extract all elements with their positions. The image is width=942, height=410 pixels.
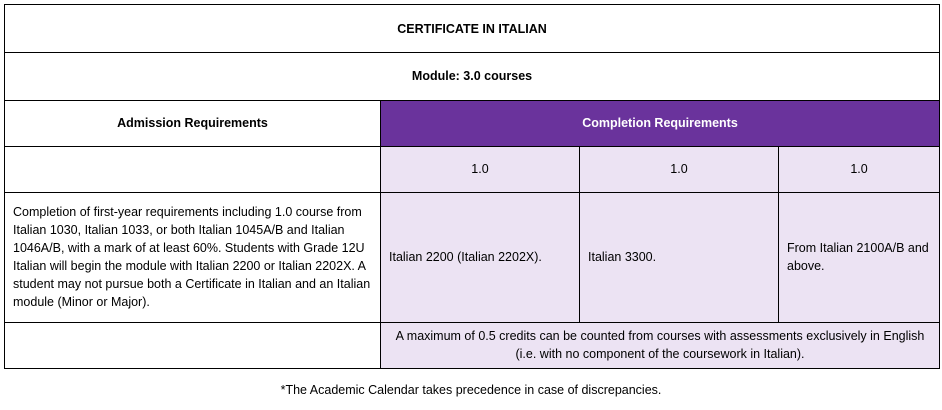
credit-cell-1: 1.0 (381, 146, 580, 192)
admission-header: Admission Requirements (5, 100, 381, 146)
english-credit-note: A maximum of 0.5 credits can be counted from courses with assessments exclusively in English (i.e. with no component of the coursework in Italian). (381, 322, 940, 368)
requirement-1: Italian 2200 (Italian 2202X). (381, 193, 580, 323)
certificate-table (4, 4, 940, 369)
credit-cell-3: 1.0 (779, 146, 940, 192)
module-label: Module: 3.0 courses (5, 53, 940, 100)
empty-cell (5, 146, 381, 192)
footnote: *The Academic Calendar takes precedence in case of discrepancies. (280, 383, 662, 397)
admission-text: Completion of first-year requirements including 1.0 course from Italian 1030, Italian 1033, or both Italian 1045A/B and Italian 1046A/B, with a mark of at least 60%. Students with Grade 12U Italian will begin the module with Italian 2200 or Italian 2202X. A student may not pursue both a Certificate in Italian and an Italian module (Minor or Major). (5, 193, 381, 323)
empty-cell (5, 322, 381, 368)
certificate-title: CERTIFICATE IN ITALIAN (5, 5, 940, 53)
credit-cell-2: 1.0 (580, 146, 779, 192)
requirement-3: From Italian 2100A/B and above. (779, 193, 940, 323)
completion-header: Completion Requirements (381, 100, 940, 146)
requirement-2: Italian 3300. (580, 193, 779, 323)
